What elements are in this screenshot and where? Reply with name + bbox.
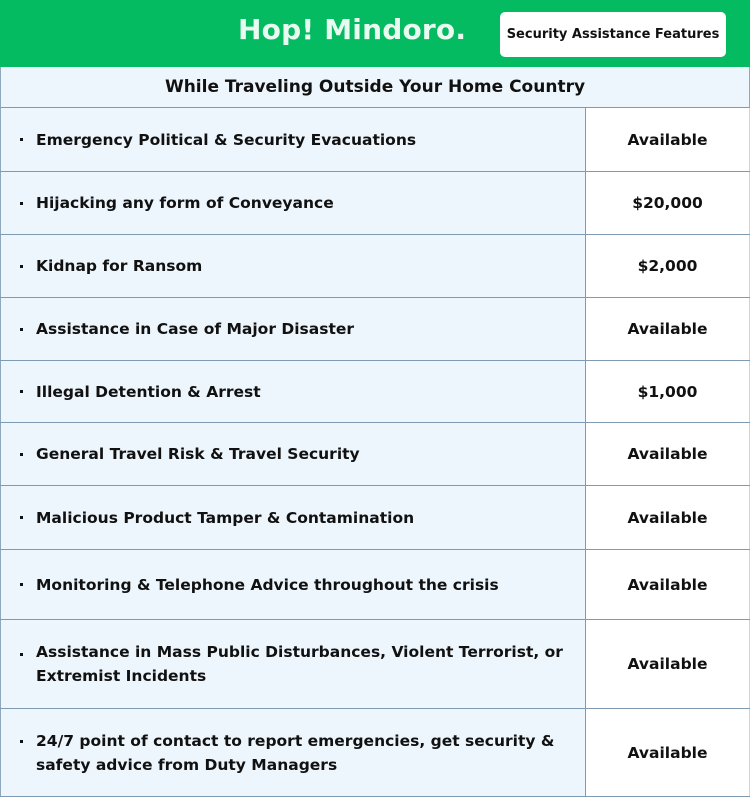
feature-text: Malicious Product Tamper & Contamination [36,508,415,527]
bullet-icon [20,653,23,656]
feature-text: Assistance in Mass Public Disturbances, Violent Terrorist, or Extremist Incidents [36,643,563,685]
bullet-icon [20,138,23,141]
value-cell: Available [586,620,750,708]
feature-cell [0,361,586,422]
bullet-icon [20,202,23,205]
value-cell: Available [586,108,750,171]
feature-cell [0,235,586,297]
table-row [0,108,750,172]
feature-text: 24/7 point of contact to report emergencies, get security & safety advice from Duty Managers [36,731,555,774]
feature-text: Assistance in Case of Major Disaster [36,320,355,338]
header-bar [0,0,750,67]
bullet-icon [20,390,23,393]
value-cell: Available [586,298,750,360]
value-cell: $2,000 [586,235,750,297]
section-badge: Security Assistance Features [500,12,726,57]
feature-cell [0,172,586,234]
feature-cell [0,550,586,619]
feature-cell [0,423,586,485]
table-row [0,361,750,423]
feature-text: Emergency Political & Security Evacuations [36,130,417,149]
feature-text: General Travel Risk & Travel Security [36,445,360,463]
feature-cell [0,620,586,708]
table-subtitle: While Traveling Outside Your Home Country [0,67,750,108]
bullet-icon [20,265,23,268]
bullet-icon [20,583,23,586]
value-cell: Available [586,423,750,485]
value-cell: Available [586,709,750,796]
table-row [0,709,750,797]
table-row [0,172,750,235]
feature-cell [0,298,586,360]
feature-text: Kidnap for Ransom [36,257,203,275]
brand-title: Hop! Mindoro. [238,13,467,46]
feature-text: Hijacking any form of Conveyance [36,194,334,212]
table-row [0,423,750,486]
table-row [0,620,750,709]
value-cell: Available [586,486,750,549]
feature-text: Illegal Detention & Arrest [36,382,261,401]
table-row [0,550,750,620]
value-cell: $20,000 [586,172,750,234]
bullet-icon [20,328,23,331]
feature-cell [0,108,586,171]
feature-cell [0,486,586,549]
table-row [0,486,750,550]
feature-cell [0,709,586,796]
bullet-icon [20,453,23,456]
feature-text: Monitoring & Telephone Advice throughout the crisis [36,575,499,594]
table-row [0,298,750,361]
table-row [0,235,750,298]
bullet-icon [20,740,23,743]
value-cell: Available [586,550,750,619]
value-cell: $1,000 [586,361,750,422]
bullet-icon [20,516,23,519]
